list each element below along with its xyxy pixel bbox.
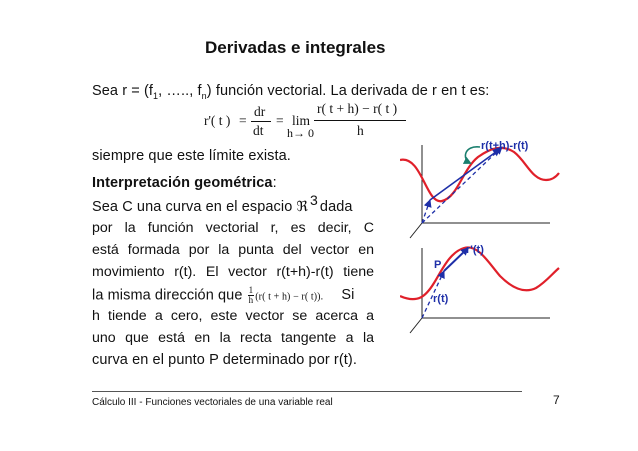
page-number: 7: [553, 393, 560, 407]
real-space-symbol: ℜ: [296, 199, 309, 215]
interpretation-heading: Interpretación geométrica: [92, 175, 273, 191]
intro-tail: ) función vectorial. La derivada de r en t es:: [206, 83, 490, 99]
interpretation-heading-line: [92, 175, 277, 191]
interp-line-2: por la función vectorial r, es decir, C: [92, 220, 374, 236]
z-axis-bottom: [410, 318, 422, 333]
intro-mid: , ….., f: [158, 83, 202, 99]
interp-line-1: [92, 192, 353, 215]
formula-eq-1: =: [239, 113, 247, 128]
interp-line-5-post: Si: [341, 287, 355, 304]
interpretation-colon: :: [272, 175, 277, 191]
intro-lead: Sea r = (f: [92, 83, 154, 99]
formula-denominator: h: [357, 123, 364, 138]
inverse-h-fraction: [248, 286, 255, 305]
formula-numerator: r( t + h) − r( t ): [317, 101, 398, 116]
secant-diagram: [400, 125, 560, 245]
intro-sub-1: 1: [153, 90, 159, 101]
interp-line-5-pre: la misma dirección que: [92, 287, 247, 304]
frac-denominator: h: [248, 295, 254, 305]
interp-line-5: [92, 286, 354, 305]
secant-label: r(t+h)-r(t): [481, 140, 529, 152]
curve-top: [400, 148, 559, 201]
formula-dr: dr: [254, 104, 266, 119]
formula-fraction-bar: [314, 120, 406, 121]
footer-text: Cálculo III - Funciones vectoriales de una variable real: [92, 397, 333, 408]
real-space-exponent: 3: [310, 192, 318, 208]
difference-expression: (r( t + h) − r( t)).: [255, 291, 324, 303]
formula-dr-bar: [251, 121, 271, 122]
position-vector-r-t-plus-h: [422, 147, 502, 223]
page-title: Derivadas e integrales: [205, 38, 386, 57]
interp-line-6: h tiende a cero, este vector se acerca a: [92, 308, 374, 324]
interp-line-1-post: dada: [319, 199, 353, 215]
formula-lhs: r'( t ): [204, 113, 231, 128]
intro-sub-n: n: [201, 90, 207, 101]
position-vector-r-t: [422, 200, 430, 223]
formula-lim: lim: [292, 113, 311, 128]
secant-label-pointer: [465, 147, 480, 163]
formula-eq-2: =: [276, 113, 284, 128]
interp-line-7: uno que está en la recta tangente a la: [92, 330, 374, 346]
limit-condition: siempre que este límite exista.: [92, 148, 291, 164]
frac-numerator: 1: [248, 285, 254, 295]
interp-line-8: curva en el punto P determinado por r(t).: [92, 352, 357, 368]
formula-dt: dt: [253, 123, 264, 138]
position-vector-label: r(t): [433, 293, 449, 305]
interp-line-3: está formada por la punta del vector en: [92, 242, 374, 258]
intro-sentence: [92, 83, 489, 101]
z-axis-top: [410, 223, 422, 238]
formula-lim-sub: h→ 0: [287, 126, 314, 140]
interp-line-4: movimiento r(t). El vector r(t+h)-r(t) tiene: [92, 264, 374, 280]
tangent-diagram: [400, 238, 560, 343]
point-p-label: P: [434, 259, 442, 271]
interp-line-1-pre: Sea C una curva en el espacio: [92, 199, 297, 215]
footer-divider: [92, 391, 522, 392]
tangent-label: r'(t): [466, 244, 484, 256]
